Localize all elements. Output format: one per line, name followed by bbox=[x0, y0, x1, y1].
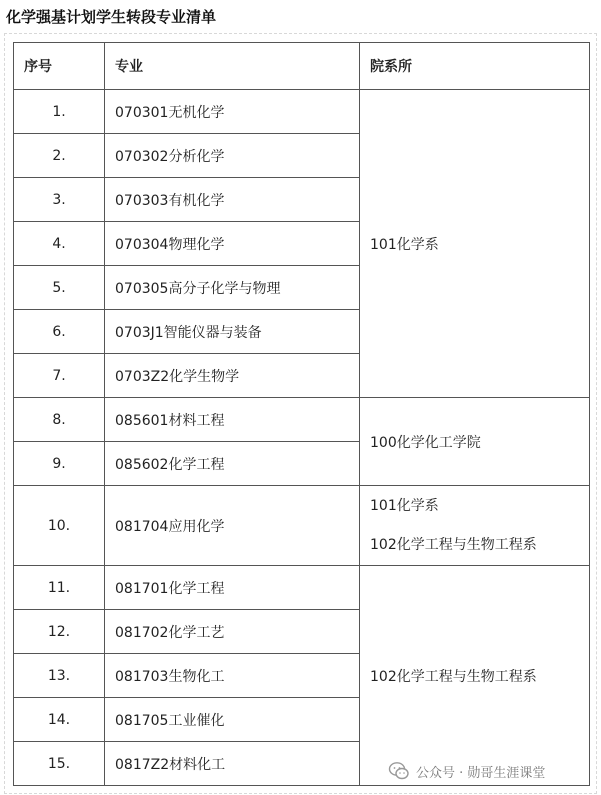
table-row bbox=[14, 90, 590, 134]
dept-cell: 100化学化工学院 bbox=[360, 398, 590, 486]
row-major: 081703生物化工 bbox=[105, 654, 360, 698]
dept-cell-multi bbox=[360, 486, 590, 566]
table-header-row bbox=[14, 43, 590, 90]
table-row bbox=[14, 398, 590, 442]
row-major: 070302分析化学 bbox=[105, 134, 360, 178]
row-number: 15. bbox=[14, 742, 105, 786]
row-number: 8. bbox=[14, 398, 105, 442]
row-number: 2. bbox=[14, 134, 105, 178]
dept-cell: 101化学系 bbox=[360, 90, 590, 398]
table-row bbox=[14, 566, 590, 610]
table-row bbox=[14, 486, 590, 566]
dept-line: 102化学工程与生物工程系 bbox=[370, 537, 537, 553]
row-major: 081705工业催化 bbox=[105, 698, 360, 742]
row-number: 7. bbox=[14, 354, 105, 398]
watermark-text: 公众号 · 勋哥生涯课堂 bbox=[416, 765, 546, 781]
row-major: 081704应用化学 bbox=[105, 486, 360, 566]
row-number: 10. bbox=[14, 486, 105, 566]
major-table bbox=[13, 42, 590, 786]
dept-cell: 102化学工程与生物工程系 bbox=[360, 566, 590, 786]
row-major: 081701化学工程 bbox=[105, 566, 360, 610]
row-number: 5. bbox=[14, 266, 105, 310]
row-number: 13. bbox=[14, 654, 105, 698]
row-major: 0703Z2化学生物学 bbox=[105, 354, 360, 398]
row-major: 070301无机化学 bbox=[105, 90, 360, 134]
row-number: 4. bbox=[14, 222, 105, 266]
header-major: 专业 bbox=[105, 43, 360, 90]
header-department: 院系所 bbox=[360, 43, 590, 90]
row-number: 9. bbox=[14, 442, 105, 486]
row-number: 3. bbox=[14, 178, 105, 222]
watermark bbox=[388, 759, 545, 783]
row-major: 0817Z2材料化工 bbox=[105, 742, 360, 786]
row-major: 0703J1智能仪器与装备 bbox=[105, 310, 360, 354]
row-number: 12. bbox=[14, 610, 105, 654]
row-major: 070305高分子化学与物理 bbox=[105, 266, 360, 310]
row-number: 1. bbox=[14, 90, 105, 134]
row-major: 070303有机化学 bbox=[105, 178, 360, 222]
dept-line: 101化学系 bbox=[370, 498, 439, 514]
page-title: 化学强基计划学生转段专业清单 bbox=[6, 8, 217, 26]
row-major: 081702化学工艺 bbox=[105, 610, 360, 654]
row-number: 6. bbox=[14, 310, 105, 354]
row-number: 11. bbox=[14, 566, 105, 610]
header-number: 序号 bbox=[14, 43, 105, 90]
row-major: 085602化学工程 bbox=[105, 442, 360, 486]
row-major: 085601材料工程 bbox=[105, 398, 360, 442]
row-major: 070304物理化学 bbox=[105, 222, 360, 266]
wechat-icon bbox=[388, 760, 410, 782]
row-number: 14. bbox=[14, 698, 105, 742]
